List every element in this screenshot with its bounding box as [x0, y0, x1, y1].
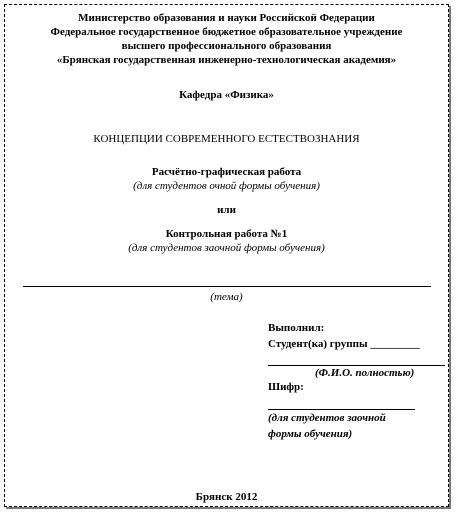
work-type-rgr-note: (для студентов очной формы обучения)	[133, 180, 320, 192]
student-group-label: Студент(ка) группы _________	[268, 338, 420, 350]
title-page	[4, 4, 449, 507]
ministry-line: Министерство образования и науки Российской Федерации	[78, 12, 375, 24]
or-label: или	[217, 204, 236, 216]
department-line: Кафедра «Физика»	[179, 89, 274, 101]
work-type-rgr: Расчётно-графическая работа	[151, 166, 302, 178]
cipher-underline	[268, 409, 415, 410]
fio-underline	[268, 365, 445, 366]
done-label: Выполнил:	[268, 322, 325, 334]
topic-label: (тема)	[210, 291, 243, 303]
cipher-note-line1: (для студентов заочной	[268, 412, 386, 424]
city-year: Брянск 2012	[195, 491, 258, 503]
cipher-note-line2: формы обучения)	[268, 428, 353, 440]
topic-underline	[23, 286, 431, 287]
education-level-line: высшего профессионального образования	[121, 40, 332, 52]
academy-name-line: «Брянская государственная инженерно-технологическая академия»	[56, 54, 397, 66]
work-type-control: Контрольная работа №1	[165, 228, 288, 240]
document-title: КОНЦЕПЦИИ СОВРЕМЕННОГО ЕСТЕСТВОЗНАНИЯ	[93, 133, 360, 145]
cipher-label: Шифр:	[268, 381, 304, 393]
fio-label: (Ф.И.О. полностью)	[315, 367, 415, 379]
institution-type-line: Федеральное государственное бюджетное образовательное учреждение	[50, 26, 403, 38]
work-type-control-note: (для студентов заочной формы обучения)	[128, 242, 325, 254]
